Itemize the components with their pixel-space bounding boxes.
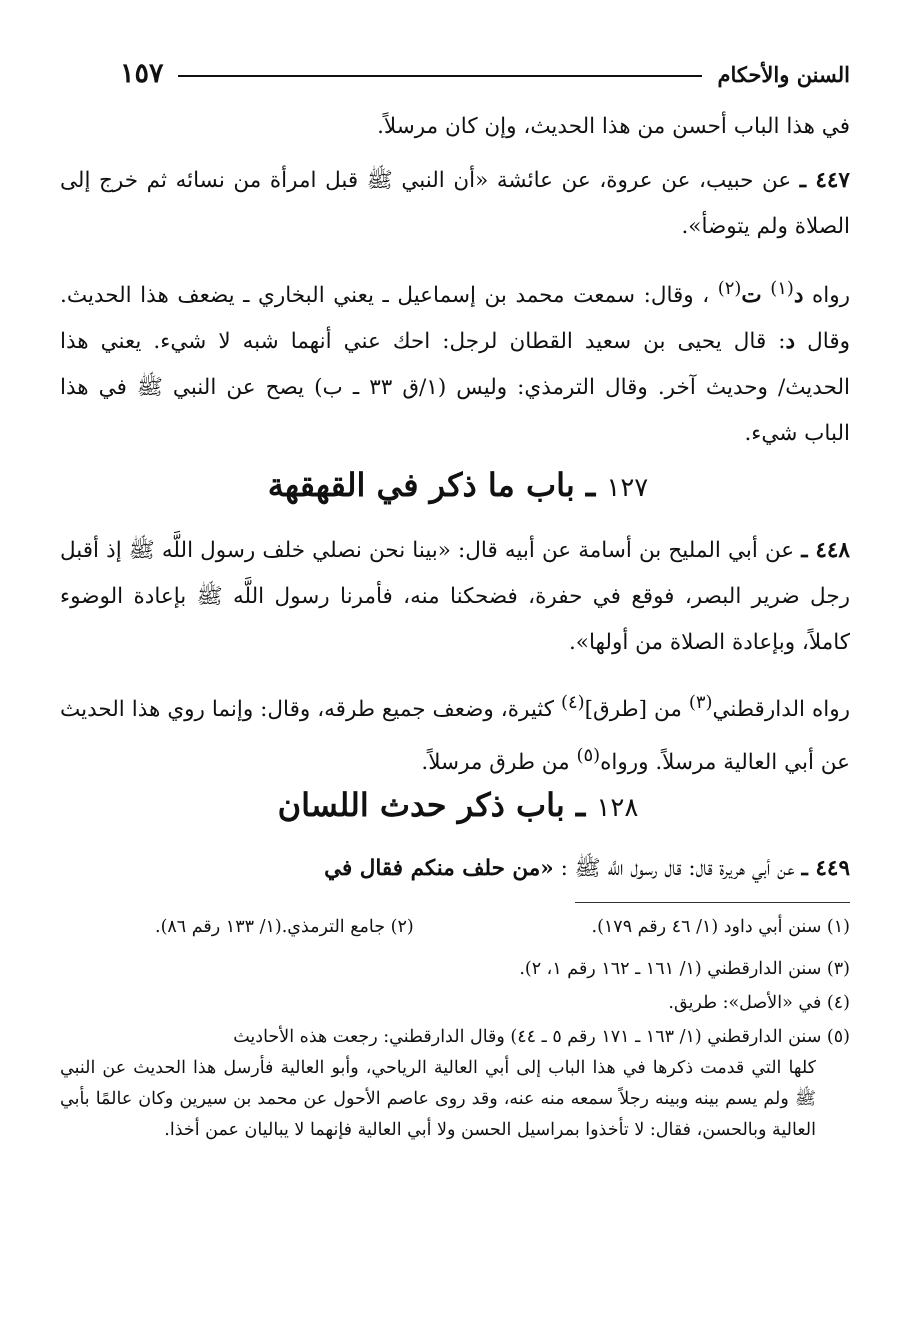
footnote-4: (٤) في «الأصل»: طريق. <box>668 993 850 1013</box>
running-header <box>120 58 850 90</box>
footnote-3: (٣) سنن الدارقطني (١/ ١٦١ ـ ١٦٢ رقم ١، ٢). <box>519 959 850 979</box>
hadith-448-commentary: رواه الدارقطني$^{(٣)}$ من [طرق]$^{(٤)}$ كثيرة، وضعف جميع طرقه، وقال: وإنما روي هذا الحديث عن أبي العالية مرسلاً. ورواه$^{(٥)}$ من طرق مرسلاً. <box>60 692 850 776</box>
footnote-ref: (٥) <box>576 745 601 767</box>
hadith-quote: «من حلف منكم فقال في <box>324 856 554 881</box>
footnote-ref: (١) <box>770 278 794 299</box>
hadith-number: ٤٤٧ ـ <box>799 168 850 193</box>
footnote-ref: (٤) <box>561 692 585 713</box>
footnote-1: (١) سنن أبي داود (١/ ٤٦ رقم ١٧٩). <box>591 917 850 937</box>
footnote-2: (٢) جامع الترمذي.(١/ ١٣٣ رقم ٨٦). <box>155 917 414 937</box>
hadith-447 <box>60 158 850 250</box>
footnote-ref: (٢) <box>717 278 742 299</box>
hadith-449 <box>60 846 850 892</box>
book-title: السنن والأحكام <box>717 62 850 87</box>
footnote-separator <box>575 902 850 903</box>
footnote-ref: (٣) <box>688 692 713 713</box>
paragraph-continuation: في هذا الباب أحسن من هذا الحديث، وإن كان مرسلاً. <box>377 114 850 139</box>
footnote-1-2 <box>60 912 850 943</box>
page-number: ١٥٧ <box>120 58 164 89</box>
folio-marker: (١/ق ٣٣ ـ ب) <box>314 375 447 401</box>
hadith-text: عن حبيب، عن عروة، عن عائشة «أن النبي ﷺ قبل امرأة من نسائه ثم خرج إلى الصلاة ولم يتوضأ». <box>60 168 850 239</box>
footnote-5: (٥) سنن الدارقطني (١/ ١٦٣ ـ ١٧١ رقم ٥ ـ ٤٤) وقال الدارقطني: رجعت هذه الأحاديث كلها التي قدمت ذكرها في هذا الباب إلى أبي العالية الرياحي، وأبو العالية فأرسل هذا الحديث عن النبي ﷺ ولم يسم بينه وبينه رجلاً سمعه منه عنه، وقد روى عاصم الأحول عن محمد بن سيرين وكان عالمًا بأبي العالية وبالحسن، فقال: لا تأخذوا بمراسيل الحسن ولا أبي العالية فإنهما لا يباليان عمن أخذا. <box>60 1027 850 1140</box>
chapter-heading-127: ١٢٧ ـ باب ما ذكر في القهقهة <box>267 466 649 504</box>
hadith-text: عن أبي هريرة قال: قال رسول اللَّه ﷺ : <box>560 856 795 881</box>
hadith-number: ٤٤٩ ـ <box>801 856 850 881</box>
header-rule <box>178 75 702 77</box>
chapter-heading-128: ١٢٨ ـ باب ذكر حدث اللسان <box>277 786 639 824</box>
hadith-448 <box>60 528 850 666</box>
hadith-number: ٤٤٨ ـ <box>801 538 850 563</box>
hadith-text: عن أبي المليح بن أسامة عن أبيه قال: «بينا نحن نصلي خلف رسول اللَّه ﷺ إذ أقبل رجل ضرير البصر، فوقع في حفرة، فضحكنا منه، فأمرنا رسول اللَّه ﷺ بإعادة الوضوء كاملاً، وبإعادة الصلاة من أولها». <box>60 538 850 655</box>
hadith-447-commentary: رواه د$^{(١)}$ ت$^{(٢)}$ ، وقال: سمعت محمد بن إسماعيل ـ يعني البخاري ـ يضعف هذا الحديث. وقال د: قال يحيى بن سعيد القطان لرجل: احك عني أنهما شبه لا شيء. يعني هذا الحديث/ وحديث آخر. وقال الترمذي: وليس (١/ق ٣٣ ـ ب) يصح عن النبي ﷺ في هذا الباب شيء. <box>60 278 850 447</box>
